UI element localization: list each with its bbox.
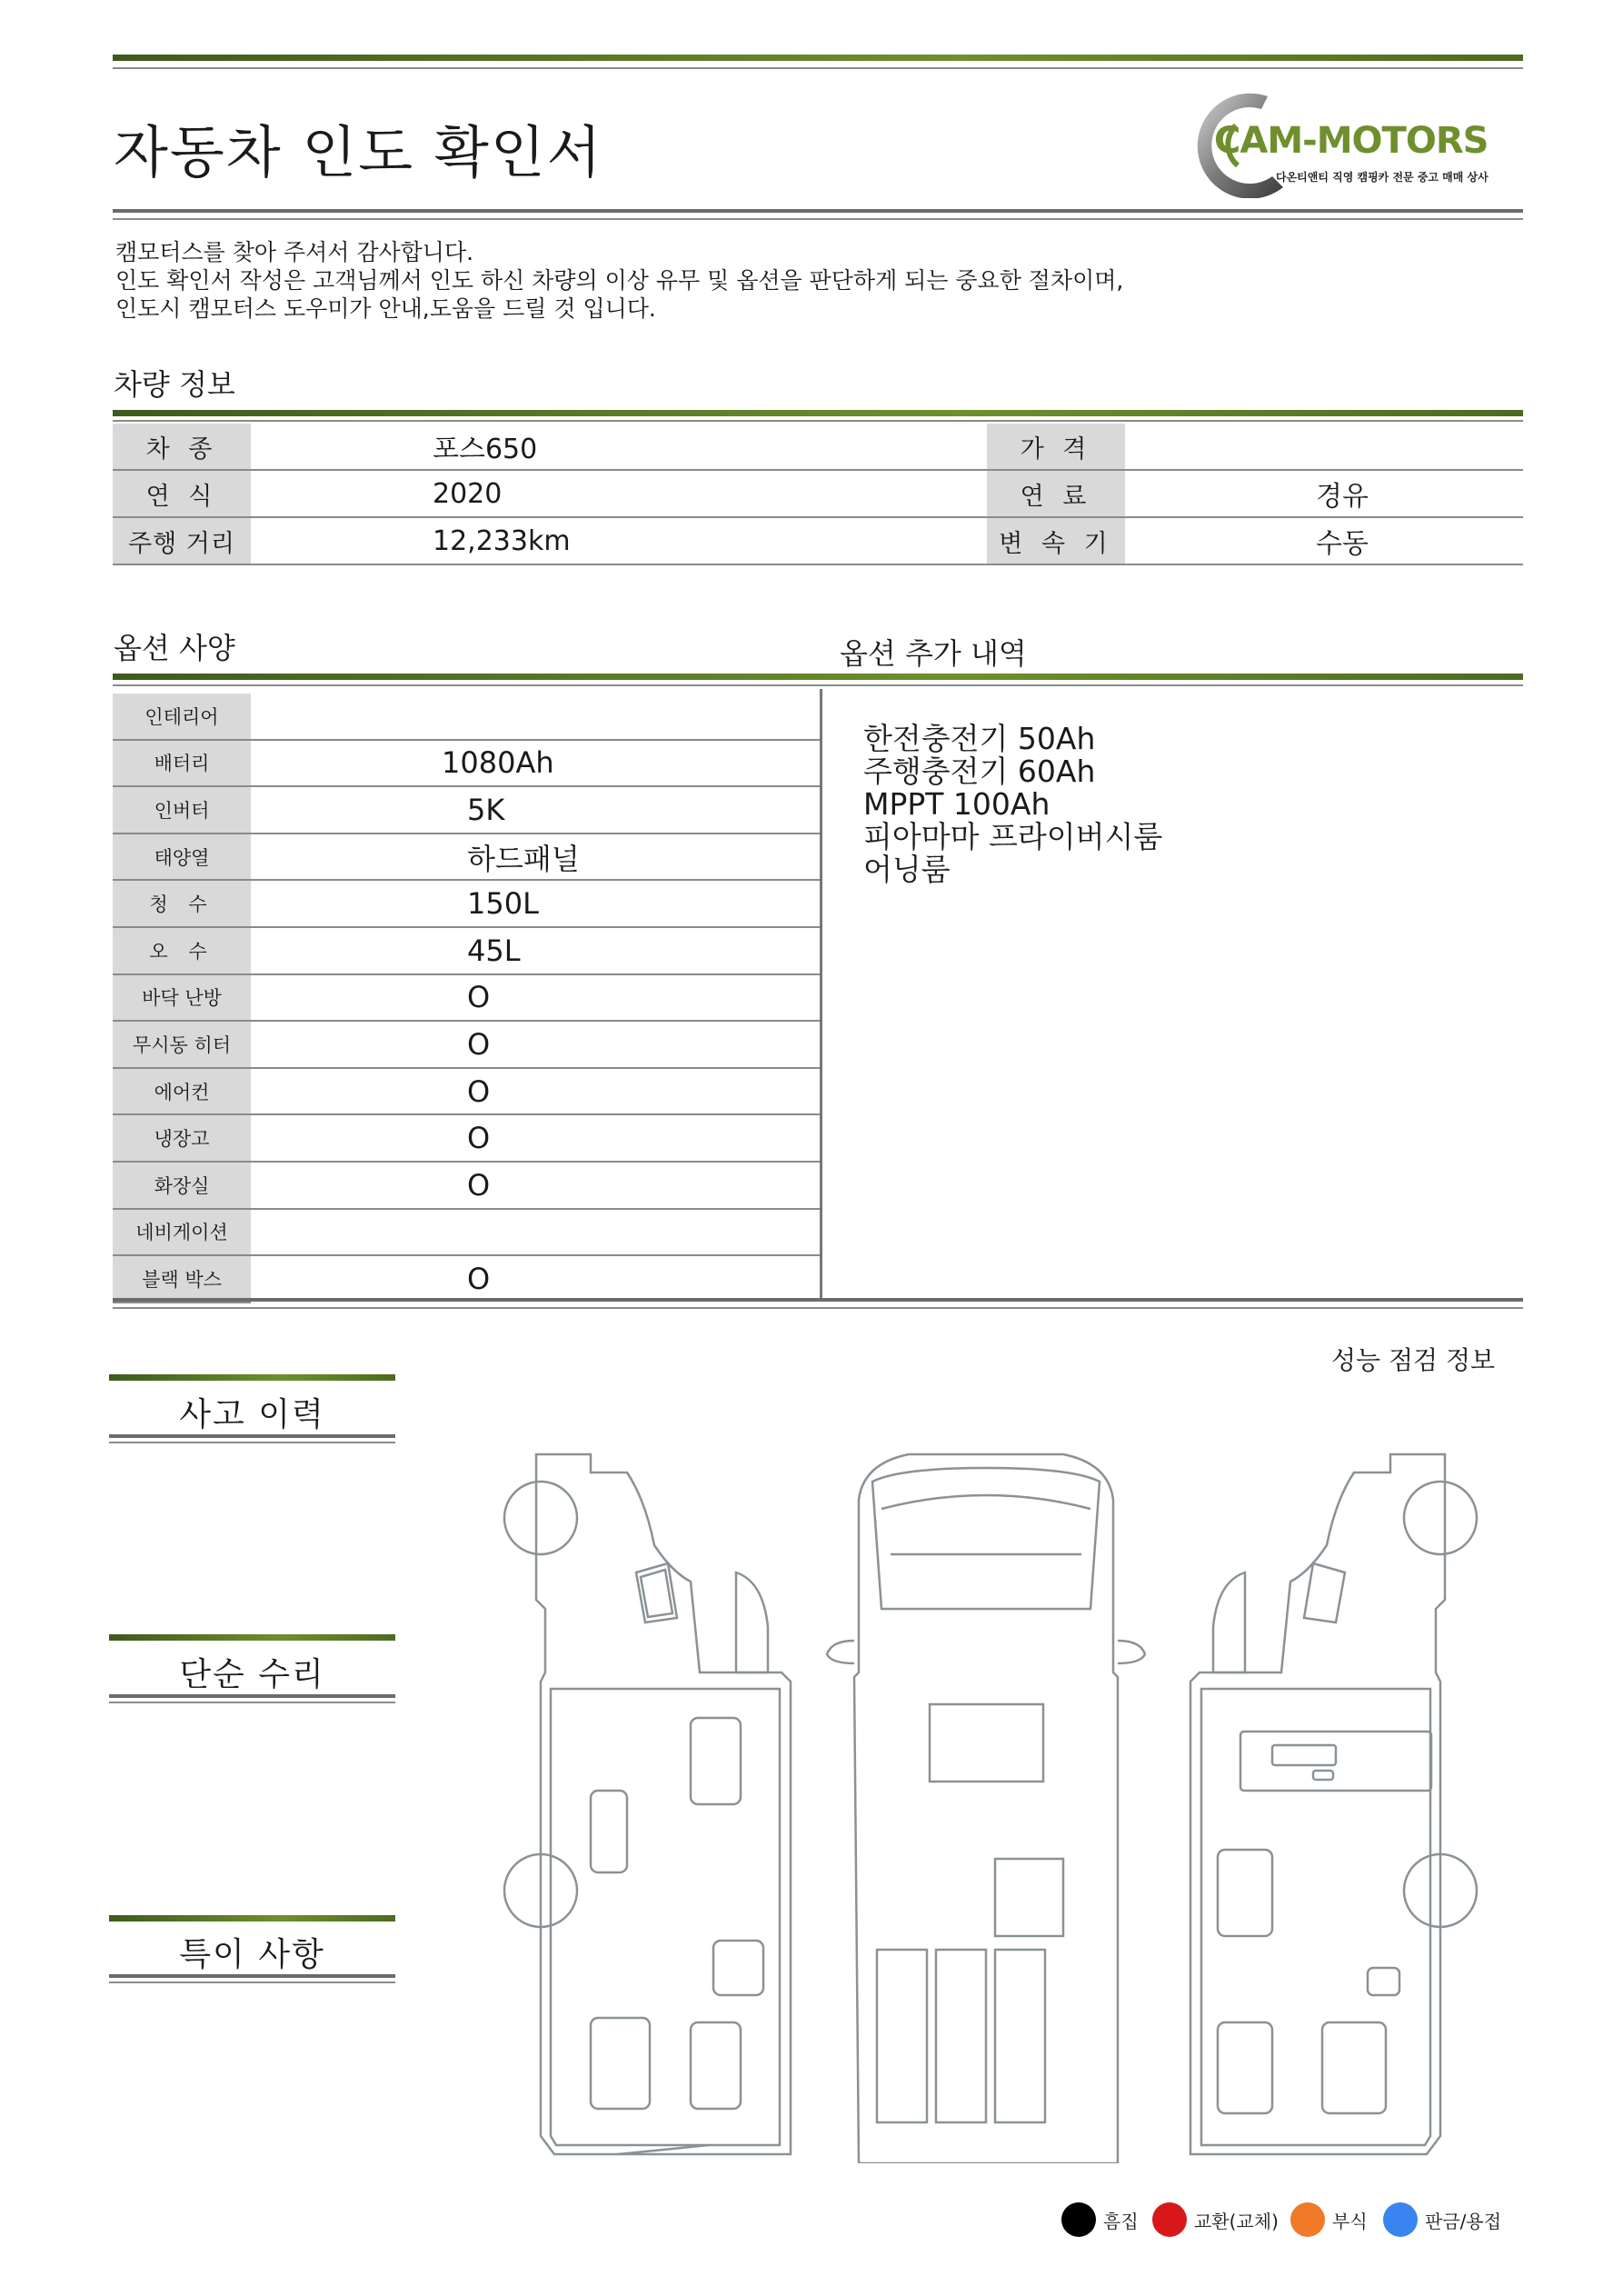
list-item: 피아마마 프라이버시룸 xyxy=(863,819,1163,854)
vehicle-rule-green xyxy=(113,410,1523,416)
legend-panel-welding xyxy=(1383,2201,1501,2238)
intro-line: 인도 확인서 작성은 고객님께서 인도 하신 차량의 이상 유무 및 옵션을 판단하게 되는 중요한 절차이며, xyxy=(115,267,1124,294)
options-divider xyxy=(820,689,822,1298)
table-row xyxy=(113,1255,821,1303)
top-rule-green xyxy=(113,55,1523,61)
options-bottom-rule-thin xyxy=(113,1307,1523,1309)
option-label: 인테리어 xyxy=(113,694,251,740)
panel-simple-repair: 단순 수리 xyxy=(179,1656,325,1693)
table-row xyxy=(113,1209,821,1256)
table-row xyxy=(113,424,1523,470)
option-label: 인버터 xyxy=(113,786,251,834)
table-row xyxy=(113,740,821,787)
extras-list xyxy=(863,723,1162,886)
option-value xyxy=(251,1209,821,1256)
table-row xyxy=(113,1021,821,1068)
vehicle-info-table xyxy=(113,424,1523,565)
option-value: O xyxy=(251,974,821,1022)
option-label: 화장실 xyxy=(113,1162,251,1209)
vehicle-label: 차 종 xyxy=(113,424,251,470)
vehicle-label: 가 격 xyxy=(987,424,1125,470)
legend-corrosion xyxy=(1290,2201,1368,2238)
table-row xyxy=(113,974,821,1022)
option-value: O xyxy=(467,1262,491,1297)
camper-diagram xyxy=(491,1445,1490,2163)
option-value: O xyxy=(251,1114,821,1162)
panel-rule-gray xyxy=(109,1434,395,1438)
option-value: O xyxy=(251,1162,821,1209)
inspection-title: 성능 점검 정보 xyxy=(1331,1345,1496,1375)
option-label: 바닥 난방 xyxy=(113,974,251,1022)
table-row xyxy=(113,1114,821,1162)
vehicle-value: 포스650 xyxy=(251,424,987,470)
option-value: 하드패널 xyxy=(251,834,821,881)
option-label: 무시동 히터 xyxy=(113,1021,251,1068)
legend-label: 흠집 xyxy=(1103,2210,1139,2232)
intro-paragraph xyxy=(115,238,1123,323)
table-row xyxy=(113,786,821,834)
option-label: 냉장고 xyxy=(113,1114,251,1162)
legend-label: 부식 xyxy=(1332,2210,1368,2232)
wheel-icon xyxy=(1404,1482,1477,1554)
logo-tagline: 다온티앤티 직영 캠핑카 전문 중고 매매 상사 xyxy=(1276,171,1489,184)
panel-accident-history: 사고 이력 xyxy=(179,1396,325,1433)
option-value: 1080Ah xyxy=(251,740,821,787)
solar-panel xyxy=(877,1950,927,2122)
options-bottom-rule xyxy=(113,1298,1523,1302)
option-label: 오 수 xyxy=(113,927,251,974)
table-row xyxy=(113,834,821,881)
options-rule-thin xyxy=(113,684,1523,686)
list-item: 주행충전기 60Ah xyxy=(863,754,1096,789)
options-section-title: 옵션 사양 xyxy=(114,631,235,665)
table-row xyxy=(113,517,1523,564)
table-row xyxy=(113,927,821,974)
header-rule-thick xyxy=(113,209,1523,213)
option-label: 태양열 xyxy=(113,834,251,881)
panel-rule-green xyxy=(109,1374,395,1381)
extras-section-title: 옵션 추가 내역 xyxy=(840,636,1027,671)
intro-line: 인도시 캠모터스 도우미가 안내,도움을 드릴 것 입니다. xyxy=(115,295,656,322)
vehicle-bottom-rule xyxy=(113,564,1523,565)
list-item: 어닝룸 xyxy=(863,852,951,887)
table-row xyxy=(113,1162,821,1209)
option-value: 5K xyxy=(251,786,821,834)
legend-replacement xyxy=(1152,2201,1279,2238)
panel-rule-thin xyxy=(109,1702,395,1703)
red-dot-icon xyxy=(1152,2202,1187,2237)
vehicle-value: 경유 xyxy=(1125,470,1523,517)
list-item: MPPT 100Ah xyxy=(863,786,1050,822)
panel-rule-thin xyxy=(109,1442,395,1443)
legend-scratch xyxy=(1061,2201,1139,2238)
table-row xyxy=(113,694,821,740)
option-value: 45L xyxy=(251,927,821,974)
panel-rule-green xyxy=(109,1915,395,1922)
black-dot-icon xyxy=(1061,2202,1096,2237)
logo-text: CAM-MOTORS xyxy=(1214,120,1489,162)
option-label: 청 수 xyxy=(113,880,251,927)
option-label: 에어컨 xyxy=(113,1068,251,1115)
solar-panel xyxy=(995,1950,1045,2122)
vehicle-value xyxy=(1125,424,1523,470)
header-rule-thin xyxy=(113,218,1523,220)
cam-motors-logo xyxy=(1181,89,1527,198)
option-label: 배터리 xyxy=(113,740,251,787)
legend-label: 판금/용접 xyxy=(1425,2210,1502,2232)
panel-rule-thin xyxy=(109,1982,395,1983)
solar-panel xyxy=(936,1950,986,2122)
vehicle-label: 연 료 xyxy=(987,470,1125,517)
table-row xyxy=(113,1068,821,1115)
option-value: O xyxy=(251,1068,821,1115)
table-row xyxy=(113,470,1523,517)
vehicle-value: 12,233km xyxy=(251,517,987,564)
panel-rule-gray xyxy=(109,1974,395,1978)
right-side-view xyxy=(1190,1454,1477,2154)
top-rule-thin xyxy=(113,67,1523,69)
option-value xyxy=(251,694,821,740)
vehicle-label: 변 속 기 xyxy=(987,517,1125,564)
vehicle-rule-thin xyxy=(113,420,1523,422)
blue-dot-icon xyxy=(1383,2202,1418,2237)
document-title: 자동차 인도 확인서 xyxy=(114,119,603,185)
options-rule-green xyxy=(113,674,1523,680)
vehicle-label: 주행 거리 xyxy=(113,517,251,564)
top-view xyxy=(827,1454,1145,2163)
intro-line: 캠모터스를 찾아 주셔서 감사합니다. xyxy=(115,239,474,265)
orange-dot-icon xyxy=(1290,2202,1325,2237)
panel-rule-green xyxy=(109,1634,395,1641)
options-table xyxy=(113,694,821,1303)
left-side-view xyxy=(504,1454,791,2154)
option-value: 150L xyxy=(251,880,821,927)
wheel-icon xyxy=(504,1482,577,1554)
roof-vent xyxy=(930,1704,1043,1782)
vehicle-label: 연 식 xyxy=(113,470,251,517)
roof-hatch xyxy=(995,1859,1063,1936)
option-label: 블랙 박스 xyxy=(113,1255,251,1303)
vehicle-value: 수동 xyxy=(1125,517,1523,564)
option-label: 네비게이션 xyxy=(113,1209,251,1256)
table-row xyxy=(113,880,821,927)
panel-rule-gray xyxy=(109,1694,395,1698)
list-item: 한전충전기 50Ah xyxy=(863,721,1096,756)
legend-label: 교환(교체) xyxy=(1194,2210,1279,2232)
vehicle-section-title: 차량 정보 xyxy=(114,367,235,402)
option-value: O xyxy=(251,1021,821,1068)
vehicle-value: 2020 xyxy=(251,470,987,517)
panel-special-notes: 특이 사항 xyxy=(179,1936,325,1973)
